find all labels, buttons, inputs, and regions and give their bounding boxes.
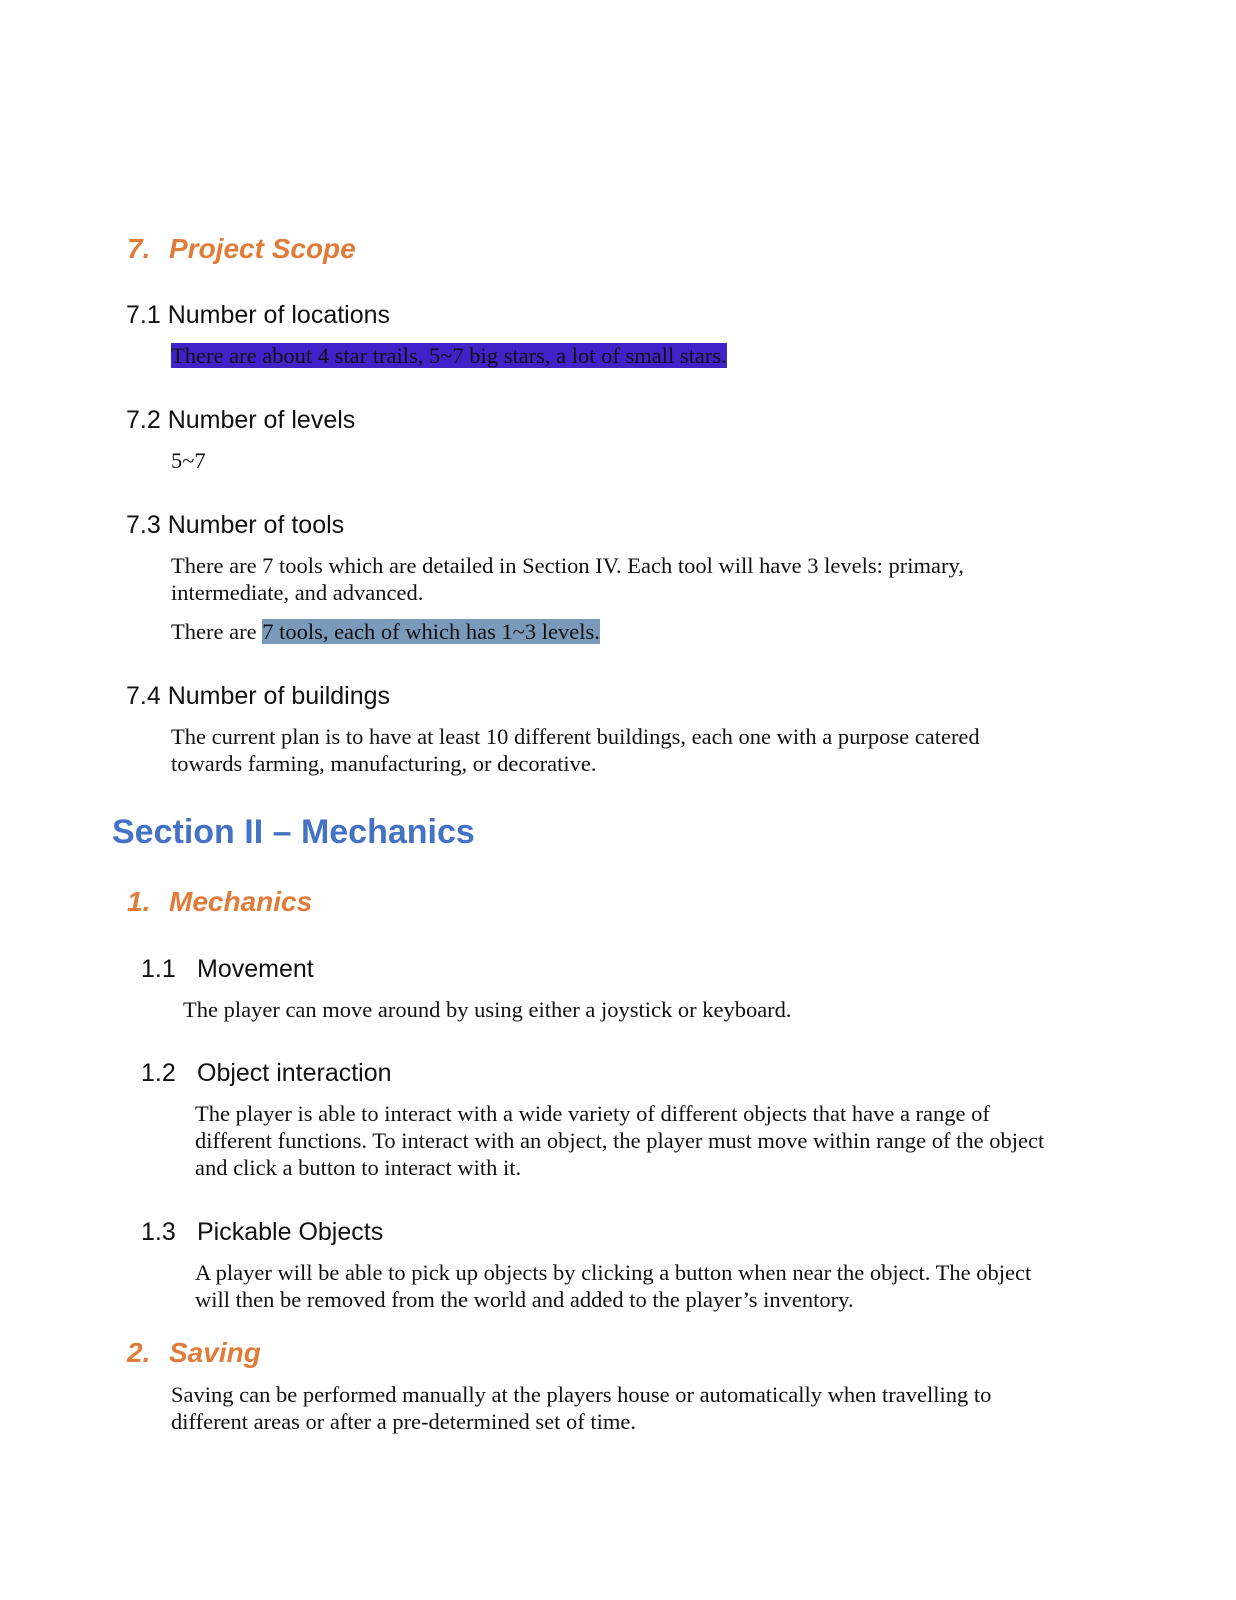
subheading-pickable-objects xyxy=(141,1217,383,1247)
locations-paragraph xyxy=(171,342,727,370)
pickable-paragraph-line: will then be removed from the world and added to the player’s inventory. xyxy=(195,1287,854,1312)
subheading-object-interaction xyxy=(141,1058,392,1088)
tools-paragraph-line: intermediate, and advanced. xyxy=(171,580,424,605)
buildings-paragraph-line: towards farming, manufacturing, or decorative. xyxy=(171,751,597,776)
tools-summary-text: There are xyxy=(171,619,263,644)
pickable-paragraph-line: A player will be able to pick up objects by clicking a button when near the object. The object xyxy=(195,1260,1032,1285)
heading-project-scope xyxy=(127,232,356,266)
subheading-title: Object interaction xyxy=(197,1059,392,1087)
heading-title: Saving xyxy=(169,1337,261,1368)
heading-title: Project Scope xyxy=(169,233,356,264)
section-title-mechanics: Section II – Mechanics xyxy=(112,813,475,851)
heading-mechanics xyxy=(127,885,312,919)
heading-saving xyxy=(127,1336,261,1370)
subheading-number: 1.1 xyxy=(141,955,176,983)
heading-number: 7. xyxy=(127,233,151,264)
interaction-paragraph-line: different functions. To interact with an object, the player must move within range of the object xyxy=(195,1128,1045,1153)
subheading-movement xyxy=(141,954,314,984)
highlighted-text: There are about 4 star trails, 5~7 big stars, a lot of small stars. xyxy=(171,343,727,368)
heading-number: 1. xyxy=(127,886,151,917)
heading-title: Mechanics xyxy=(169,886,313,917)
heading-number: 2. xyxy=(127,1337,151,1368)
saving-paragraph-line: Saving can be performed manually at the players house or automatically when travelling to xyxy=(171,1382,992,1407)
buildings-paragraph-line: The current plan is to have at least 10 different buildings, each one with a purpose catered xyxy=(171,724,980,749)
interaction-paragraph-line: The player is able to interact with a wide variety of different objects that have a range of xyxy=(195,1101,990,1126)
tools-summary-paragraph xyxy=(171,618,600,646)
subheading-number: 1.2 xyxy=(141,1059,176,1087)
subheading-number-of-levels: 7.2 Number of levels xyxy=(126,406,356,434)
subheading-title: Pickable Objects xyxy=(197,1218,384,1246)
movement-paragraph: The player can move around by using either a joystick or keyboard. xyxy=(183,997,792,1022)
tools-paragraph-line: There are 7 tools which are detailed in Section IV. Each tool will have 3 levels: primary, xyxy=(171,553,964,578)
subheading-number-of-locations: 7.1 Number of locations xyxy=(126,301,391,329)
subheading-number: 1.3 xyxy=(141,1218,176,1246)
interaction-paragraph-line: and click a button to interact with it. xyxy=(195,1155,522,1180)
saving-paragraph-line: different areas or after a pre-determined set of time. xyxy=(171,1409,636,1434)
subheading-number-of-tools: 7.3 Number of tools xyxy=(126,511,345,539)
subheading-number-of-buildings: 7.4 Number of buildings xyxy=(126,682,391,710)
levels-paragraph: 5~7 xyxy=(171,448,206,473)
highlighted-text: 7 tools, each of which has 1~3 levels. xyxy=(262,619,600,644)
subheading-title: Movement xyxy=(197,955,314,983)
